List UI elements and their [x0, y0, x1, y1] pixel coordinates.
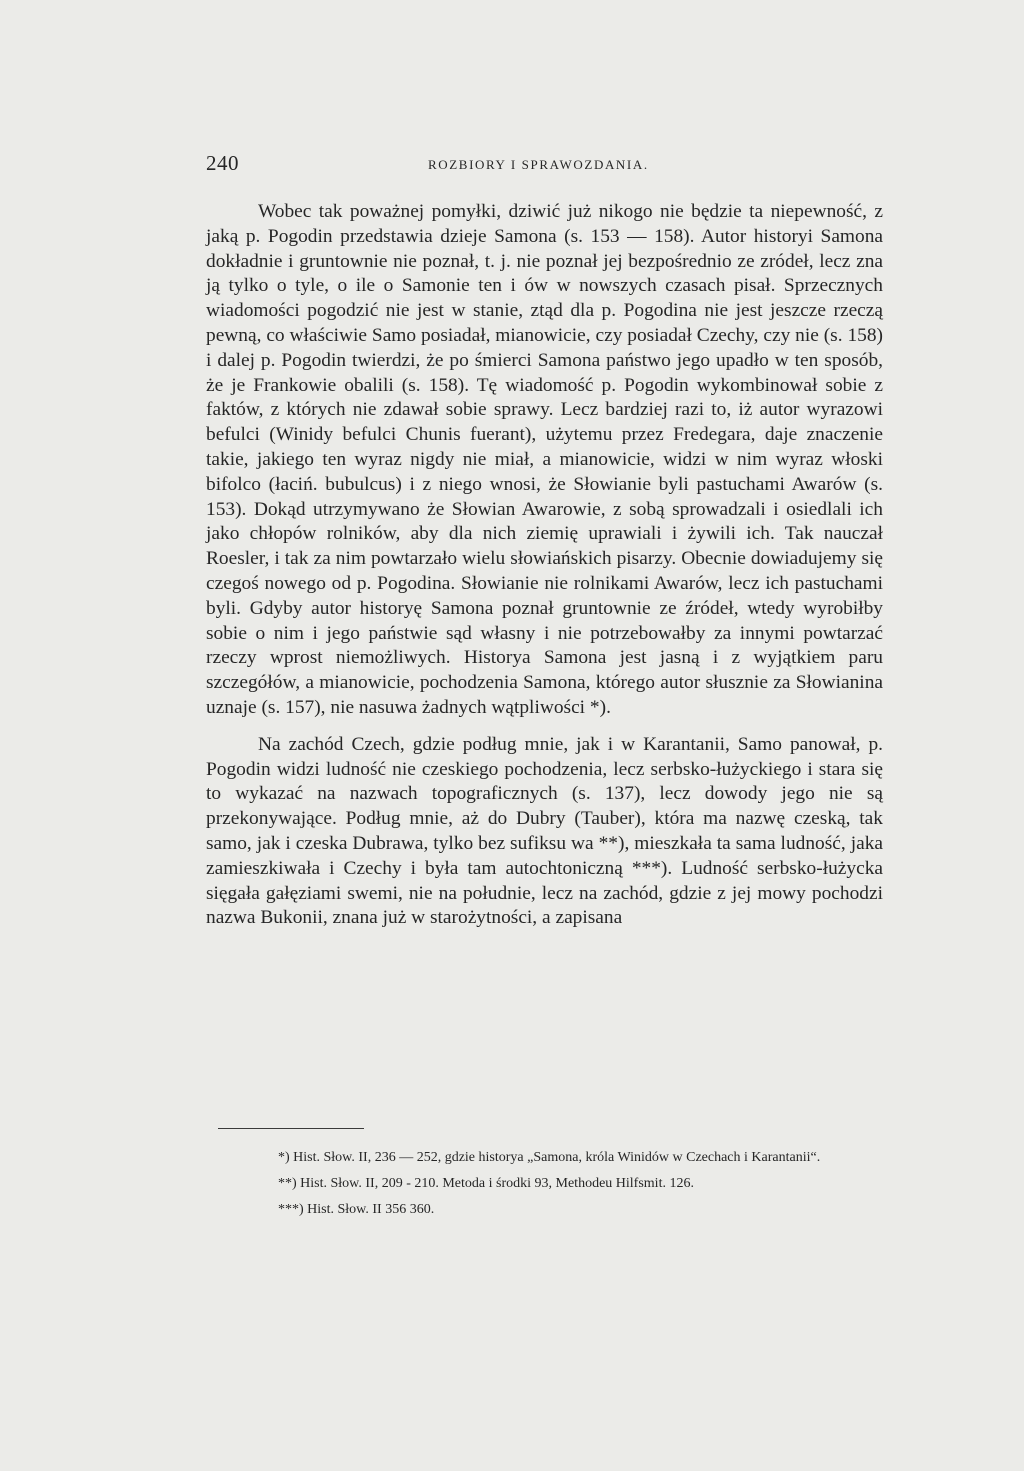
footnote: **) Hist. Słow. II, 209 - 210. Metoda i środki 93, Methodeu Hilfsmit. 126. [278, 1176, 694, 1191]
paragraph: Na zachód Czech, gdzie podług mnie, jak i w Karantanii, Samo panował, p. Pogodin widzi ludność nie czeskiego pochodzenia, lecz serbsko-łużyckiego i stara się to wykazać na nazwach topograficznych (s. 137), lecz dowody jego nie są przekonywające. Podług mnie, aż do Dubry (Tauber), która ma nazwę czeską, tak samo, jak i czeska Dubrawa, tylko bez sufiksu wa **), mieszkała ta sama ludność, jaka zamieszkiwała i Czechy i była tam autochtoniczną ***). Ludność serbsko-łużycka sięgała gałęziami swemi, nie na południe, lecz na zachód, gdzie z jej mowy pochodzi nazwa Bukonii, znana już w starożytności, a zapisana [206, 733, 883, 929]
footnote: *) Hist. Słow. II, 236 — 252, gdzie historya „Samona, króla Winidów w Czechach i Karantanii“. [278, 1150, 821, 1165]
page-header [206, 151, 886, 181]
footnotes [206, 1148, 886, 1220]
page-number: 240 [206, 151, 239, 175]
running-head: ROZBIORY I SPRAWOZDANIA. [428, 157, 649, 172]
footnote: ***) Hist. Słow. II 356 360. [278, 1202, 435, 1217]
footnote-divider [218, 1128, 364, 1129]
body-text [206, 200, 883, 931]
paragraph: Wobec tak poważnej pomyłki, dziwić już nikogo nie będzie ta niepewność, z jaką p. Pogodin przedstawia dzieje Samona (s. 153 — 158). Autor historyi Samona dokładnie i gruntownie nie poznał, t. j. nie poznał jej bezpośrednio ze zródeł, lecz zna ją tylko o tyle, o ile o Samonie ten i ów w nowszych czasach pisał. Sprzecznych wiadomości pogodzić nie jest w stanie, ztąd dla p. Pogodina nie jest jeszcze rzeczą pewną, co właściwie Samo posiadał, mianowicie, czy posiadał Czechy, czy nie (s. 158) i dalej p. Pogodin twierdzi, że po śmierci Samona państwo jego upadło w ten sposób, że je Frankowie obalili (s. 158). Tę wiadomość p. Pogodin wykombinował sobie z faktów, z których nie zdawał sobie sprawy. Lecz bardziej razi to, iż autor wyrazowi befulci (Winidy befulci Chunis fuerant), użytemu przez Fredegara, daje znaczenie takie, jakiego ten wyraz nigdy nie miał, a mianowicie, widzi w nim wyraz włoski bifolco (łaciń. bubulcus) i z niego wnosi, że Słowianie byli pastuchami Awarów (s. 153). Dokąd utrzymywano że Słowian Awarowie, z sobą sprowadzali i osiedlali ich jako chłopów rolników, aby dla nich ziemię uprawiali i żywili ich. Tak nauczał Roesler, i tak za nim powtarzało wielu słowiańskich pisarzy. Obecnie dowiadujemy się czegoś nowego od p. Pogodina. Słowianie nie rolnikami Awarów, lecz ich pastuchami byli. Gdyby autor historyę Samona poznał gruntownie ze źródeł, wtedy wyrobiłby sobie o nim i jego państwie sąd własny i nie potrzebowałby za innymi powtarzać rzeczy wprost niemożliwych. Historya Samona jest jasną i z wyjątkiem paru szczegółów, a mianowicie, pochodzenia Samona, którego autor słusznie za Słowianina uznaje (s. 157), nie nasuwa żadnych wątpliwości *). [206, 201, 883, 718]
